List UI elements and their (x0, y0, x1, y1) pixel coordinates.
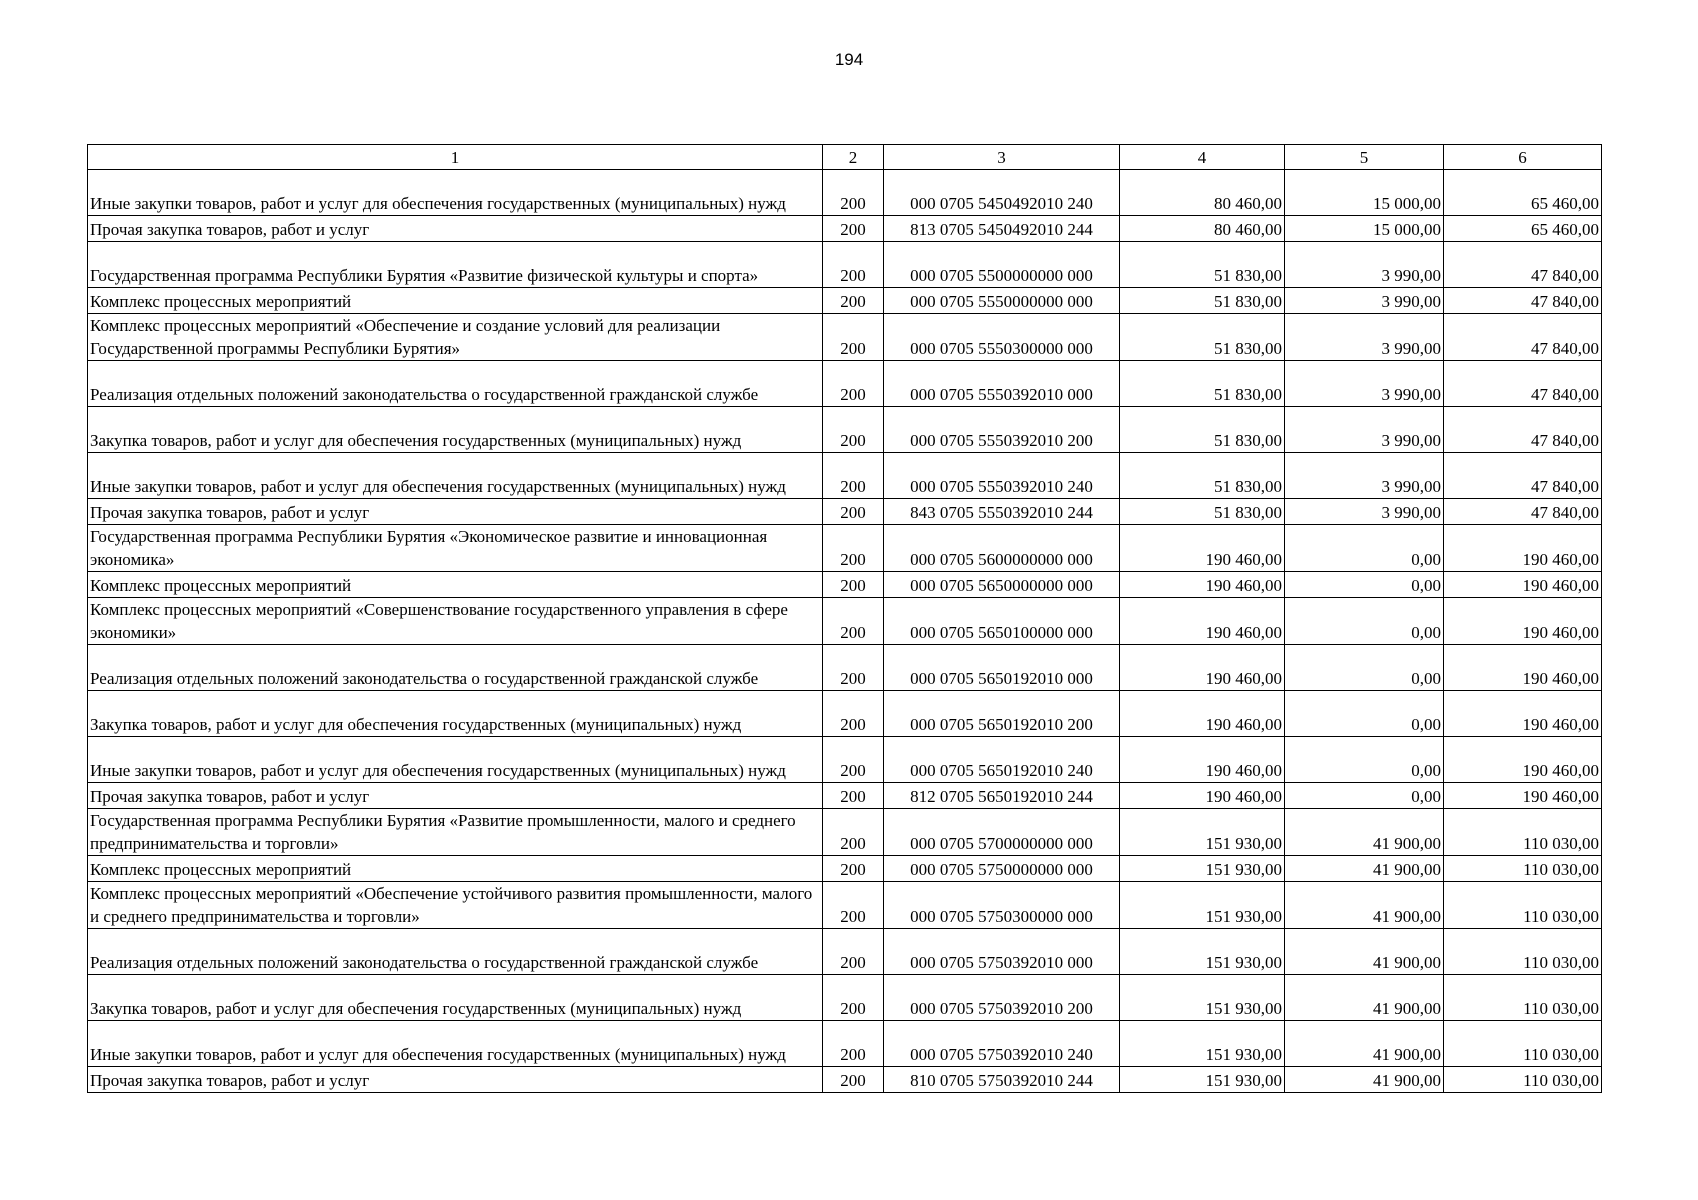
table-row (88, 598, 1602, 645)
row-col2: 200 (823, 1021, 884, 1067)
table-row (88, 361, 1602, 407)
row-code: 000 0705 5550000000 000 (884, 288, 1120, 314)
row-value-5: 3 990,00 (1285, 361, 1444, 407)
row-value-5: 3 990,00 (1285, 314, 1444, 361)
row-col2: 200 (823, 783, 884, 809)
row-value-5: 0,00 (1285, 691, 1444, 737)
row-value-4: 151 930,00 (1120, 929, 1285, 975)
row-col2: 200 (823, 691, 884, 737)
row-value-6: 110 030,00 (1444, 929, 1602, 975)
row-col2: 200 (823, 598, 884, 645)
row-code: 000 0705 5650192010 200 (884, 691, 1120, 737)
column-header: 4 (1120, 145, 1285, 170)
row-name: Прочая закупка товаров, работ и услуг (88, 1067, 823, 1093)
row-value-6: 110 030,00 (1444, 975, 1602, 1021)
row-value-4: 51 830,00 (1120, 407, 1285, 453)
row-value-6: 190 460,00 (1444, 645, 1602, 691)
row-code: 000 0705 5750392010 000 (884, 929, 1120, 975)
row-name: Реализация отдельных положений законодательства о государственной гражданской службе (88, 361, 823, 407)
row-name: Комплекс процессных мероприятий (88, 288, 823, 314)
row-code: 000 0705 5500000000 000 (884, 242, 1120, 288)
row-code: 000 0705 5450492010 240 (884, 170, 1120, 216)
row-col2: 200 (823, 242, 884, 288)
table-row (88, 783, 1602, 809)
table-row (88, 856, 1602, 882)
row-name: Государственная программа Республики Бурятия «Экономическое развитие и инновационная экономика» (88, 525, 823, 572)
row-value-6: 190 460,00 (1444, 737, 1602, 783)
row-code: 000 0705 5550300000 000 (884, 314, 1120, 361)
row-value-6: 47 840,00 (1444, 453, 1602, 499)
row-code: 000 0705 5650192010 240 (884, 737, 1120, 783)
row-code: 000 0705 5550392010 200 (884, 407, 1120, 453)
row-value-5: 3 990,00 (1285, 407, 1444, 453)
row-value-4: 151 930,00 (1120, 975, 1285, 1021)
row-col2: 200 (823, 453, 884, 499)
row-value-6: 47 840,00 (1444, 407, 1602, 453)
row-value-5: 0,00 (1285, 525, 1444, 572)
row-col2: 200 (823, 361, 884, 407)
row-code: 000 0705 5650192010 000 (884, 645, 1120, 691)
row-value-6: 65 460,00 (1444, 170, 1602, 216)
row-value-4: 51 830,00 (1120, 242, 1285, 288)
row-col2: 200 (823, 929, 884, 975)
table-row (88, 499, 1602, 525)
row-col2: 200 (823, 170, 884, 216)
row-value-6: 65 460,00 (1444, 216, 1602, 242)
row-col2: 200 (823, 216, 884, 242)
row-col2: 200 (823, 882, 884, 929)
table-row (88, 691, 1602, 737)
row-value-5: 3 990,00 (1285, 242, 1444, 288)
table-row (88, 572, 1602, 598)
row-name: Реализация отдельных положений законодательства о государственной гражданской службе (88, 645, 823, 691)
row-value-4: 190 460,00 (1120, 525, 1285, 572)
column-header: 1 (88, 145, 823, 170)
row-name: Комплекс процессных мероприятий (88, 572, 823, 598)
row-value-6: 47 840,00 (1444, 361, 1602, 407)
row-value-6: 110 030,00 (1444, 856, 1602, 882)
row-code: 000 0705 5550392010 000 (884, 361, 1120, 407)
column-header: 5 (1285, 145, 1444, 170)
row-value-5: 41 900,00 (1285, 882, 1444, 929)
row-name: Иные закупки товаров, работ и услуг для обеспечения государственных (муниципальных) нужд (88, 1021, 823, 1067)
table-row (88, 170, 1602, 216)
row-value-5: 3 990,00 (1285, 453, 1444, 499)
row-value-5: 15 000,00 (1285, 170, 1444, 216)
row-value-4: 51 830,00 (1120, 288, 1285, 314)
row-value-6: 110 030,00 (1444, 1021, 1602, 1067)
row-code: 000 0705 5650000000 000 (884, 572, 1120, 598)
row-code: 000 0705 5650100000 000 (884, 598, 1120, 645)
row-value-4: 51 830,00 (1120, 361, 1285, 407)
row-value-6: 110 030,00 (1444, 882, 1602, 929)
row-value-6: 47 840,00 (1444, 314, 1602, 361)
row-code: 813 0705 5450492010 244 (884, 216, 1120, 242)
row-col2: 200 (823, 809, 884, 856)
table-row (88, 288, 1602, 314)
row-name: Прочая закупка товаров, работ и услуг (88, 216, 823, 242)
row-value-5: 0,00 (1285, 598, 1444, 645)
row-code: 000 0705 5700000000 000 (884, 809, 1120, 856)
row-value-5: 0,00 (1285, 572, 1444, 598)
table-row (88, 1021, 1602, 1067)
row-name: Комплекс процессных мероприятий (88, 856, 823, 882)
row-value-4: 190 460,00 (1120, 691, 1285, 737)
table-row (88, 737, 1602, 783)
row-value-4: 151 930,00 (1120, 809, 1285, 856)
row-name: Закупка товаров, работ и услуг для обеспечения государственных (муниципальных) нужд (88, 407, 823, 453)
row-value-5: 41 900,00 (1285, 975, 1444, 1021)
table-row (88, 809, 1602, 856)
row-value-6: 190 460,00 (1444, 598, 1602, 645)
row-name: Иные закупки товаров, работ и услуг для обеспечения государственных (муниципальных) нужд (88, 737, 823, 783)
row-code: 000 0705 5750392010 200 (884, 975, 1120, 1021)
row-value-4: 190 460,00 (1120, 598, 1285, 645)
row-col2: 200 (823, 1067, 884, 1093)
row-col2: 200 (823, 975, 884, 1021)
row-value-4: 51 830,00 (1120, 453, 1285, 499)
row-value-4: 151 930,00 (1120, 882, 1285, 929)
row-name: Закупка товаров, работ и услуг для обеспечения государственных (муниципальных) нужд (88, 975, 823, 1021)
row-name: Закупка товаров, работ и услуг для обеспечения государственных (муниципальных) нужд (88, 691, 823, 737)
row-name: Государственная программа Республики Бурятия «Развитие промышленности, малого и среднего предпринимательства и торговли» (88, 809, 823, 856)
row-name: Прочая закупка товаров, работ и услуг (88, 783, 823, 809)
table-row (88, 882, 1602, 929)
row-value-4: 190 460,00 (1120, 572, 1285, 598)
row-name: Иные закупки товаров, работ и услуг для обеспечения государственных (муниципальных) нужд (88, 170, 823, 216)
table-row (88, 314, 1602, 361)
row-value-5: 41 900,00 (1285, 1067, 1444, 1093)
row-value-6: 47 840,00 (1444, 499, 1602, 525)
row-code: 000 0705 5750392010 240 (884, 1021, 1120, 1067)
row-col2: 200 (823, 288, 884, 314)
row-value-6: 190 460,00 (1444, 525, 1602, 572)
row-value-6: 190 460,00 (1444, 572, 1602, 598)
row-col2: 200 (823, 499, 884, 525)
row-value-4: 190 460,00 (1120, 783, 1285, 809)
row-value-6: 110 030,00 (1444, 1067, 1602, 1093)
row-value-5: 41 900,00 (1285, 809, 1444, 856)
column-header: 2 (823, 145, 884, 170)
row-value-4: 190 460,00 (1120, 737, 1285, 783)
row-name: Прочая закупка товаров, работ и услуг (88, 499, 823, 525)
row-col2: 200 (823, 572, 884, 598)
row-code: 000 0705 5550392010 240 (884, 453, 1120, 499)
table-row (88, 525, 1602, 572)
row-value-5: 0,00 (1285, 783, 1444, 809)
row-name: Иные закупки товаров, работ и услуг для обеспечения государственных (муниципальных) нужд (88, 453, 823, 499)
row-value-5: 3 990,00 (1285, 499, 1444, 525)
row-code: 812 0705 5650192010 244 (884, 783, 1120, 809)
row-value-4: 51 830,00 (1120, 499, 1285, 525)
row-value-4: 151 930,00 (1120, 856, 1285, 882)
row-code: 000 0705 5750000000 000 (884, 856, 1120, 882)
table-row (88, 407, 1602, 453)
row-col2: 200 (823, 737, 884, 783)
table-row (88, 453, 1602, 499)
table-row (88, 1067, 1602, 1093)
budget-table (87, 144, 1602, 1093)
table-body (88, 170, 1602, 1093)
row-col2: 200 (823, 645, 884, 691)
row-code: 843 0705 5550392010 244 (884, 499, 1120, 525)
row-value-4: 80 460,00 (1120, 170, 1285, 216)
table-header-row (88, 145, 1602, 170)
row-value-6: 190 460,00 (1444, 783, 1602, 809)
row-code: 000 0705 5600000000 000 (884, 525, 1120, 572)
row-value-6: 47 840,00 (1444, 288, 1602, 314)
row-value-5: 3 990,00 (1285, 288, 1444, 314)
row-col2: 200 (823, 407, 884, 453)
row-value-5: 0,00 (1285, 737, 1444, 783)
row-col2: 200 (823, 856, 884, 882)
row-value-5: 41 900,00 (1285, 1021, 1444, 1067)
table-row (88, 216, 1602, 242)
page-number: 194 (834, 50, 864, 69)
row-value-6: 190 460,00 (1444, 691, 1602, 737)
row-col2: 200 (823, 314, 884, 361)
row-value-6: 47 840,00 (1444, 242, 1602, 288)
row-name: Комплекс процессных мероприятий «Совершенствование государственного управления в сфере экономики» (88, 598, 823, 645)
row-value-5: 41 900,00 (1285, 856, 1444, 882)
row-value-5: 41 900,00 (1285, 929, 1444, 975)
row-value-4: 151 930,00 (1120, 1067, 1285, 1093)
row-value-4: 51 830,00 (1120, 314, 1285, 361)
row-code: 000 0705 5750300000 000 (884, 882, 1120, 929)
row-code: 810 0705 5750392010 244 (884, 1067, 1120, 1093)
column-header: 6 (1444, 145, 1602, 170)
row-name: Комплекс процессных мероприятий «Обеспечение и создание условий для реализации Государственной программы Республики Бурятия» (88, 314, 823, 361)
row-name: Комплекс процессных мероприятий «Обеспечение устойчивого развития промышленности, малого и среднего предпринимательства и торговли» (88, 882, 823, 929)
table-row (88, 242, 1602, 288)
row-value-4: 80 460,00 (1120, 216, 1285, 242)
table-row (88, 929, 1602, 975)
row-value-6: 110 030,00 (1444, 809, 1602, 856)
table-row (88, 645, 1602, 691)
row-value-4: 190 460,00 (1120, 645, 1285, 691)
row-value-5: 0,00 (1285, 645, 1444, 691)
row-value-4: 151 930,00 (1120, 1021, 1285, 1067)
row-name: Государственная программа Республики Бурятия «Развитие физической культуры и спорта» (88, 242, 823, 288)
table-row (88, 975, 1602, 1021)
row-value-5: 15 000,00 (1285, 216, 1444, 242)
row-name: Реализация отдельных положений законодательства о государственной гражданской службе (88, 929, 823, 975)
row-col2: 200 (823, 525, 884, 572)
column-header: 3 (884, 145, 1120, 170)
